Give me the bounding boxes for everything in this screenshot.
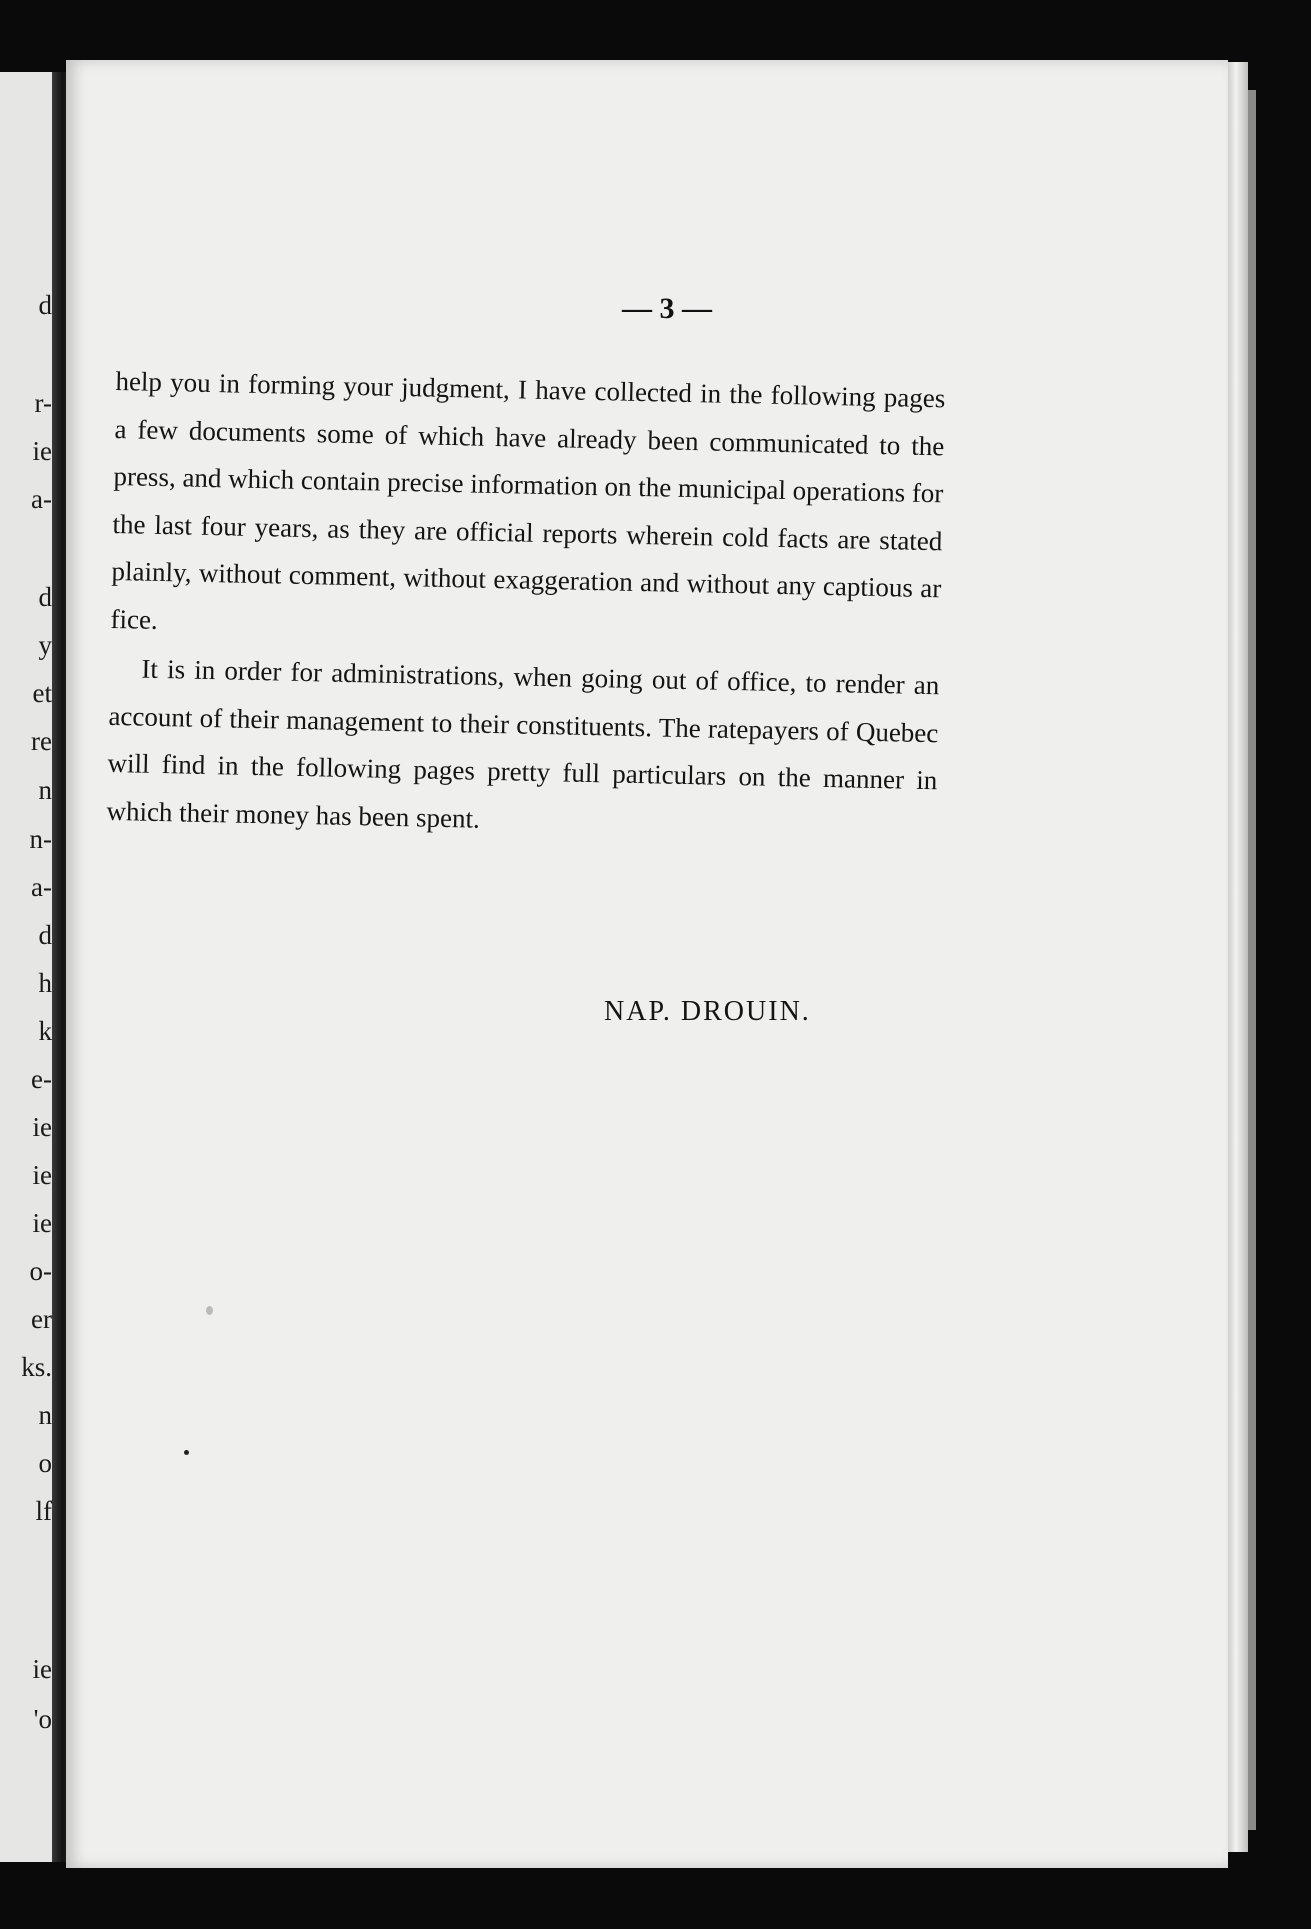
left-page-fragment: e- [31, 1064, 52, 1094]
left-page-fragment: er [31, 1304, 52, 1334]
left-page-fragment: ie [32, 1208, 52, 1238]
signature: NAP. DROUIN. [604, 996, 811, 1027]
left-facing-page [0, 72, 52, 1862]
left-page-fragment: ie [32, 1112, 52, 1142]
left-page-fragment: ie [32, 436, 52, 466]
left-page-fragment: n [38, 1400, 52, 1430]
left-page-fragment: r- [34, 388, 52, 418]
left-page-fragment: ks. [21, 1352, 52, 1382]
paper-speck [206, 1306, 213, 1315]
left-page-fragment: ie [32, 1654, 52, 1684]
paragraph: help you in forming your judgment, I have collected in the following pages a few documents some of which have already been communicated to the press, and which contain precise information on the municipal operations for the last four years, as they are official reports wherein cold facts are stated plainly, without comment, without exaggeration and without any captious ar fice. [110, 365, 946, 635]
left-page-fragment: o [38, 1448, 52, 1478]
left-page-fragment: d [38, 290, 52, 320]
left-page-fragment: a- [31, 484, 52, 514]
right-page [66, 60, 1228, 1868]
page-edge-shadow [1248, 90, 1256, 1830]
left-page-fragment: o- [29, 1256, 52, 1286]
left-page-fragment: ie [32, 1160, 52, 1190]
paper-speck [184, 1450, 189, 1455]
paragraph: It is in order for administrations, when going out of office, to render an account of their management to their constituents. The ratepayers of Quebec will find in the following pages pretty full particulars on the manner in which their money has been spent. [106, 653, 940, 834]
body-text [106, 358, 946, 852]
left-page-fragment: lf [35, 1496, 52, 1526]
left-page-fragment: k [38, 1016, 52, 1046]
left-page-fragment: re [31, 726, 52, 756]
left-page-fragment: a- [31, 872, 52, 902]
left-page-fragment: y [38, 630, 52, 660]
left-page-fragment: n [38, 775, 52, 805]
left-page-fragment: d [38, 920, 52, 950]
left-page-fragment: 'o [33, 1704, 52, 1734]
page-edge [1228, 62, 1248, 1852]
page-number: — 3 — [622, 292, 712, 325]
left-page-fragment: n- [29, 824, 52, 854]
left-page-fragment: et [32, 678, 52, 708]
left-page-fragment: h [38, 968, 52, 998]
left-page-fragment: d [38, 582, 52, 612]
